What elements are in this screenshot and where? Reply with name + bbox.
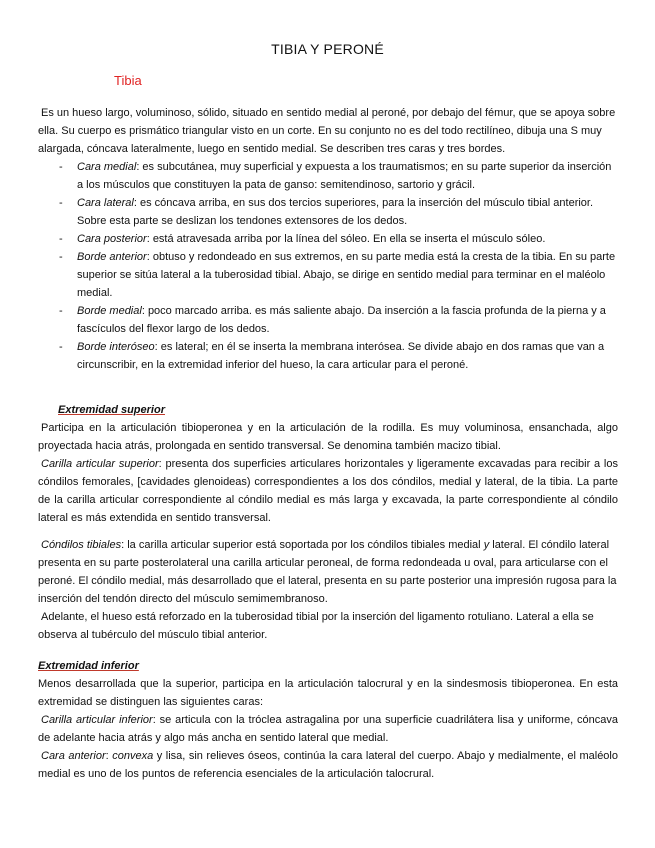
carilla-inferior-paragraph	[38, 711, 618, 747]
carilla-inferior-term: Carilla articular inferior	[41, 714, 153, 726]
condilos-paragraph	[38, 536, 618, 608]
cara-anterior-term: Cara anterior	[41, 750, 106, 762]
superior-section	[38, 401, 618, 644]
adelante-paragraph: Adelante, el hueso está reforzado en la tuberosidad tibial por la inserción del ligamento rotuliano. Lateral a ella se observa al tubérculo del músculo tibial anterior.	[38, 611, 594, 641]
list-bullet: -	[59, 341, 63, 353]
inferior-heading: Extremidad inferior	[38, 660, 139, 672]
condilos-term: Cóndilos tibiales	[41, 539, 122, 551]
item-text: : está atravesada arriba por la línea del sóleo. En ella se inserta el músculo sóleo.	[146, 233, 546, 245]
superior-paragraph: Participa en la articulación tibioperonea y en la articulación de la rodilla. Es muy voluminosa, ensanchada, algo proyectada hacia atrás, prolongada en sentido transversal. Se denomina también macizo tibial.	[38, 422, 618, 452]
carilla-superior-text: : presenta dos superficies articulares horizontales y ligeramente excavadas para recibir a los cóndilos femorales, [cavidades glenoideas) correspondientes a los dos cóndilos, medial y lateral, de la tibia. La parte de la carilla articular correspondiente al cóndilo medial es más larga y excavada, la parte correspondiente al cóndilo lateral es más extendida en sentido transversal.	[38, 458, 618, 524]
list-bullet: -	[59, 251, 63, 263]
item-term: Borde interóseo	[77, 341, 155, 353]
carilla-inferior-text: : se articula con la tróclea astragalina por una superficie cuadrilátera lisa y uniforme, cóncava de adelante hacia atrás y algo más ancha en sentido lateral que medial.	[38, 714, 618, 744]
item-text: : poco marcado arriba. es más saliente abajo. Da inserción a la fascia profunda de la pierna y a fascículos del flexor largo de los dedos.	[77, 305, 606, 335]
cara-anterior-sep: :	[105, 750, 113, 762]
condilos-text-b: lateral. El cóndilo lateral presenta en su parte posterolateral una carilla articular peroneal, de forma redondeada u oval, para articularse con el peroné. El cóndilo medial, más desarrollado que el lateral, presenta en su parte posterior una impresión rugosa para la inserción del tendón directo del músculo semimembranoso.	[38, 539, 617, 605]
list-item	[38, 194, 618, 230]
item-term: Cara lateral	[77, 197, 134, 209]
features-list	[38, 158, 618, 374]
section-subtitle: Tibia	[114, 73, 142, 88]
superior-heading: Extremidad superior	[58, 404, 165, 416]
carilla-superior-paragraph	[38, 455, 618, 527]
list-item	[38, 158, 618, 194]
list-item	[38, 338, 618, 374]
list-item	[38, 302, 618, 338]
item-text: : obtuso y redondeado en sus extremos, en su parte media está la cresta de la tibia. En su parte superior se sitúa lateral a la tuberosidad tibial. Abajo, se dirige en sentido medial para terminar en el maléolo medial.	[77, 251, 616, 299]
condilos-text-a: : la carilla articular superior está soportada por los cóndilos tibiales medial	[121, 539, 484, 551]
item-term: Borde anterior	[77, 251, 147, 263]
cara-anterior-convexa: convexa	[112, 750, 154, 762]
item-text: : es cóncava arriba, en sus dos tercios superiores, para la inserción del músculo tibial anterior. Sobre esta parte se deslizan los tendones extensores de los dedos.	[77, 197, 594, 227]
inferior-paragraph: Menos desarrollada que la superior, participa en la articulación talocrural y en la sindesmosis tibioperonea. En esta extremidad se distinguen las siguientes caras:	[38, 678, 618, 708]
item-text: : es subcutánea, muy superficial y expuesta a los traumatismos; en su parte superior da inserción a los músculos que constituyen la pata de ganso: semitendinoso, sartorio y grácil.	[77, 161, 612, 191]
inferior-section	[38, 657, 618, 783]
list-bullet: -	[59, 305, 63, 317]
list-bullet: -	[59, 161, 63, 173]
carilla-superior-term: Carilla articular superior	[41, 458, 159, 470]
list-item	[38, 230, 618, 248]
list-item	[38, 248, 618, 302]
condilos-y: y	[483, 539, 490, 551]
list-bullet: -	[59, 197, 63, 209]
item-text: : es lateral; en él se inserta la membrana interósea. Se divide abajo en dos ramas que van a circunscribir, en la extremidad inferior del hueso, la cara articular para el peroné.	[77, 341, 605, 371]
list-bullet: -	[59, 233, 63, 245]
cara-anterior-text: y lisa, sin relieves óseos, continúa la cara lateral del cuerpo. Abajo y medialmente, el maléolo medial es uno de los puntos de referencia esenciales de la articulación talocrural.	[38, 750, 618, 780]
item-term: Cara medial	[77, 161, 137, 173]
item-term: Borde medial	[77, 305, 142, 317]
document-title: TIBIA Y PERONÉ	[271, 41, 384, 57]
intro-section	[38, 104, 618, 374]
cara-anterior-paragraph	[38, 747, 618, 783]
intro-paragraph: Es un hueso largo, voluminoso, sólido, situado en sentido medial al peroné, por debajo del fémur, que se apoya sobre ella. Su cuerpo es prismático triangular visto en un corte. En su conjunto no es del todo rectilíneo, dibuja una S muy alargada, cóncava lateralmente, luego en sentido medial. Se describen tres caras y tres bordes.	[38, 107, 616, 155]
item-term: Cara posterior	[77, 233, 147, 245]
